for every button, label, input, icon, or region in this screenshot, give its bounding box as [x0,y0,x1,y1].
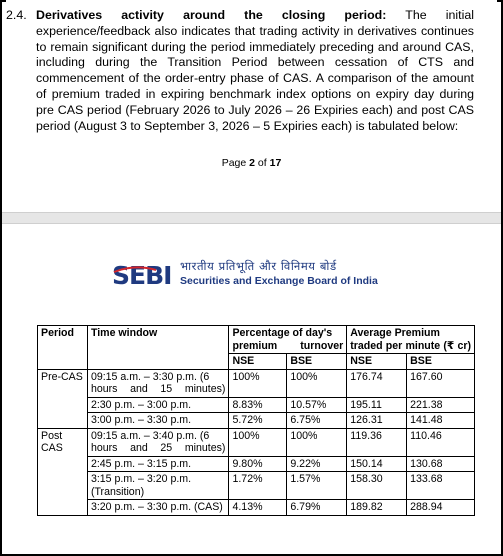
sebi-mark-text: SEBI [112,261,172,290]
avg-bse-cell: 130.68 [407,456,475,472]
pct-bse-cell: 1.57% [287,472,347,500]
premium-comparison-table [37,325,475,516]
header-pct-bse: BSE [287,354,347,370]
pct-bse-cell: 6.79% [287,500,347,516]
avg-nse-cell: 176.74 [347,369,407,397]
pct-bse-cell: 6.75% [287,413,347,429]
table-header-row [38,326,475,354]
header-avg-premium: Average Premium traded per minute (₹ cr) [347,326,475,354]
pct-bse-cell: 100% [287,428,347,456]
pct-nse-cell: 100% [229,369,287,397]
header-pct-nse: NSE [229,354,287,370]
header-time-window: Time window [87,326,229,370]
table-row [38,472,475,500]
period-cell: Post CAS [38,428,88,515]
section-number: 2.4. [6,8,27,22]
table-row [38,428,475,456]
page-total: 17 [269,157,282,169]
pct-nse-cell: 100% [229,428,287,456]
time-window-cell: 09:15 a.m. – 3:40 p.m. (6 hours and 25 minutes) [87,428,229,456]
page-label: Page [221,157,247,169]
page-separator [2,212,501,224]
pct-nse-cell: 5.72% [229,413,287,429]
pct-nse-cell: 9.80% [229,456,287,472]
table-row [38,413,475,429]
pct-nse-cell: 1.72% [229,472,287,500]
header-period: Period [38,326,88,370]
avg-nse-cell: 195.11 [347,397,407,413]
paragraph-text: The initial experience/feedback also indicates that trading activity in derivatives continues to remain significant during the period immediately preceding and around CAS, including during the Transition Period between cessation of CTS and commencement of the order-entry phase of CAS. A comparison of the amount of premium traded in expiring benchmark index options on expiry day during pre CAS period (February 2026 to July 2026 – 26 Expiries each) and post CAS period (August 3 to September 3, 2026 – 5 Expiries each) is tabulated below: [36,8,475,133]
pct-nse-cell: 8.83% [229,397,287,413]
avg-nse-cell: 189.82 [347,500,407,516]
pct-bse-cell: 100% [287,369,347,397]
avg-nse-cell: 119.36 [347,428,407,456]
time-window-cell: 3:20 p.m. – 3:30 p.m. (CAS) [87,500,229,516]
avg-bse-cell: 110.46 [407,428,475,456]
page-current: 2 [249,157,255,169]
sebi-hindi-name: भारतीय प्रतिभूति और विनिमय बोर्ड [180,259,337,273]
time-window-cell: 2:30 p.m. – 3:00 p.m. [87,397,229,413]
avg-nse-cell: 158.30 [347,472,407,500]
pct-bse-cell: 9.22% [287,456,347,472]
pct-nse-cell: 4.13% [229,500,287,516]
pct-bse-cell: 10.57% [287,397,347,413]
avg-nse-cell: 126.31 [347,413,407,429]
page-of: of [257,157,267,169]
page-2-bottom [6,0,497,212]
avg-bse-cell: 221.38 [407,397,475,413]
avg-bse-cell: 288.94 [407,500,475,516]
header-avg-nse: NSE [347,354,407,370]
time-window-cell: 2:45 p.m. – 3:15 p.m. [87,456,229,472]
sebi-logo-mark-icon [112,260,174,290]
sebi-english-name: Securities and Exchange Board of India [180,275,378,287]
paragraph-body [36,8,474,134]
period-cell: Pre-CAS [38,369,88,428]
page-3-top [2,224,501,554]
table-row [38,369,475,397]
time-window-cell: 3:00 p.m. – 3:30 p.m. [87,413,229,429]
table-row [38,456,475,472]
avg-bse-cell: 141.48 [407,413,475,429]
section-heading: Derivatives activity around the closing period: [36,8,387,22]
page-number [6,157,497,169]
avg-bse-cell: 133.68 [407,472,475,500]
header-pct-turnover: Percentage of day's premium turnover [229,326,347,354]
avg-bse-cell: 167.60 [407,369,475,397]
header-avg-bse: BSE [407,354,475,370]
time-window-cell: 3:15 p.m. – 3:20 p.m. (Transition) [87,472,229,500]
table-row [38,397,475,413]
avg-nse-cell: 150.14 [347,456,407,472]
table-row [38,500,475,516]
time-window-cell: 09:15 a.m. – 3:30 p.m. (6 hours and 15 minutes) [87,369,229,397]
